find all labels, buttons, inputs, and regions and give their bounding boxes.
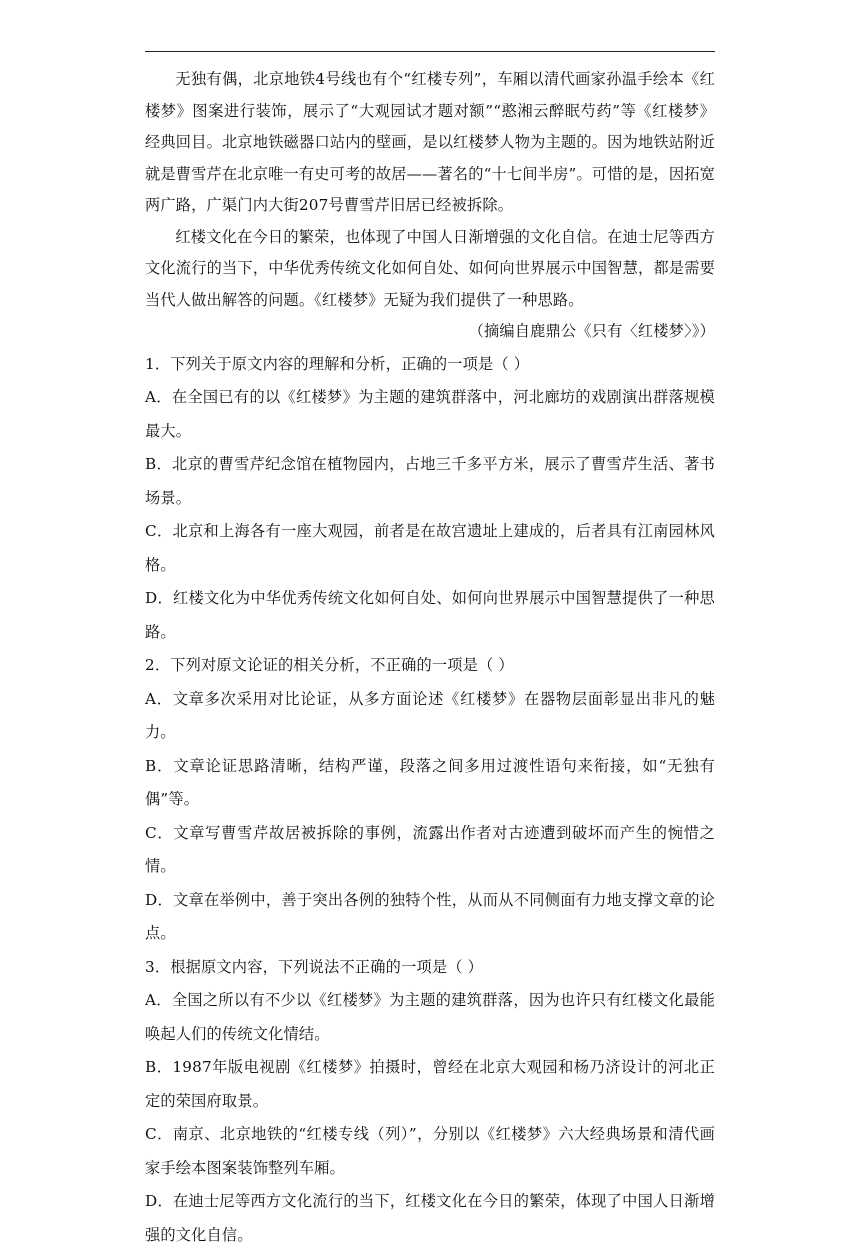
document-content (145, 64, 715, 1252)
option-d: D．红楼文化为中华优秀传统文化如何自处、如何向世界展示中国智慧提供了一种思路。 (145, 582, 715, 649)
option-b: B．文章论证思路清晰，结构严谨，段落之间多用过渡性语句来衔接，如“无独有偶”等。 (145, 750, 715, 817)
option-b: B．北京的曹雪芹纪念馆在植物园内，占地三千多平方米，展示了曹雪芹生活、著书场景。 (145, 448, 715, 515)
question-1 (145, 348, 715, 650)
option-c: C．南京、北京地铁的“红楼专线（列）”，分别以《红楼梦》六大经典场景和清代画家手绘本图案装饰整列车厢。 (145, 1118, 715, 1185)
question-2 (145, 649, 715, 951)
passage-paragraph-1: 无独有偶，北京地铁4号线也有个“红楼专列”，车厢以清代画家孙温手绘本《红楼梦》图案进行装饰，展示了“大观园试才题对额”“憨湘云醉眠芍药”等《红楼梦》经典回目。北京地铁磁器口站内的壁画，是以红楼梦人物为主题的。因为地铁站附近就是曹雪芹在北京唯一有史可考的故居——著名的“十七间半房”。可惜的是，因拓宽两广路，广渠门内大街207号曹雪芹旧居已经被拆除。 (145, 64, 715, 222)
option-c: C．文章写曹雪芹故居被拆除的事例，流露出作者对古迹遭到破坏而产生的惋惜之情。 (145, 817, 715, 884)
option-a: A．文章多次采用对比论证，从多方面论述《红楼梦》在器物层面彰显出非凡的魅力。 (145, 683, 715, 750)
option-a: A．全国之所以有不少以《红楼梦》为主题的建筑群落，因为也许只有红楼文化最能唤起人们的传统文化情结。 (145, 984, 715, 1051)
option-d: D．在迪士尼等西方文化流行的当下，红楼文化在今日的繁荣，体现了中国人日渐增强的文化自信。 (145, 1185, 715, 1252)
option-c: C．北京和上海各有一座大观园，前者是在故宫遗址上建成的，后者具有江南园林风格。 (145, 515, 715, 582)
question-3 (145, 951, 715, 1252)
option-a: A．在全国已有的以《红楼梦》为主题的建筑群落中，河北廊坊的戏剧演出群落规模最大。 (145, 381, 715, 448)
header-rule (145, 51, 715, 52)
question-stem: 2．下列对原文论证的相关分析，不正确的一项是（ ） (145, 649, 715, 683)
passage-source: （摘编自鹿鼎公《只有〈红楼梦〉》） (145, 316, 715, 348)
question-stem: 1．下列关于原文内容的理解和分析，正确的一项是（ ） (145, 348, 715, 382)
option-b: B．1987年版电视剧《红楼梦》拍摄时，曾经在北京大观园和杨乃济设计的河北正定的荣国府取景。 (145, 1051, 715, 1118)
question-stem: 3．根据原文内容，下列说法不正确的一项是（ ） (145, 951, 715, 985)
option-d: D．文章在举例中，善于突出各例的独特个性，从而从不同侧面有力地支撑文章的论点。 (145, 884, 715, 951)
passage-paragraph-2: 红楼文化在今日的繁荣，也体现了中国人日渐增强的文化自信。在迪士尼等西方文化流行的当下，中华优秀传统文化如何自处、如何向世界展示中国智慧，都是需要当代人做出解答的问题。《红楼梦》无疑为我们提供了一种思路。 (145, 222, 715, 317)
